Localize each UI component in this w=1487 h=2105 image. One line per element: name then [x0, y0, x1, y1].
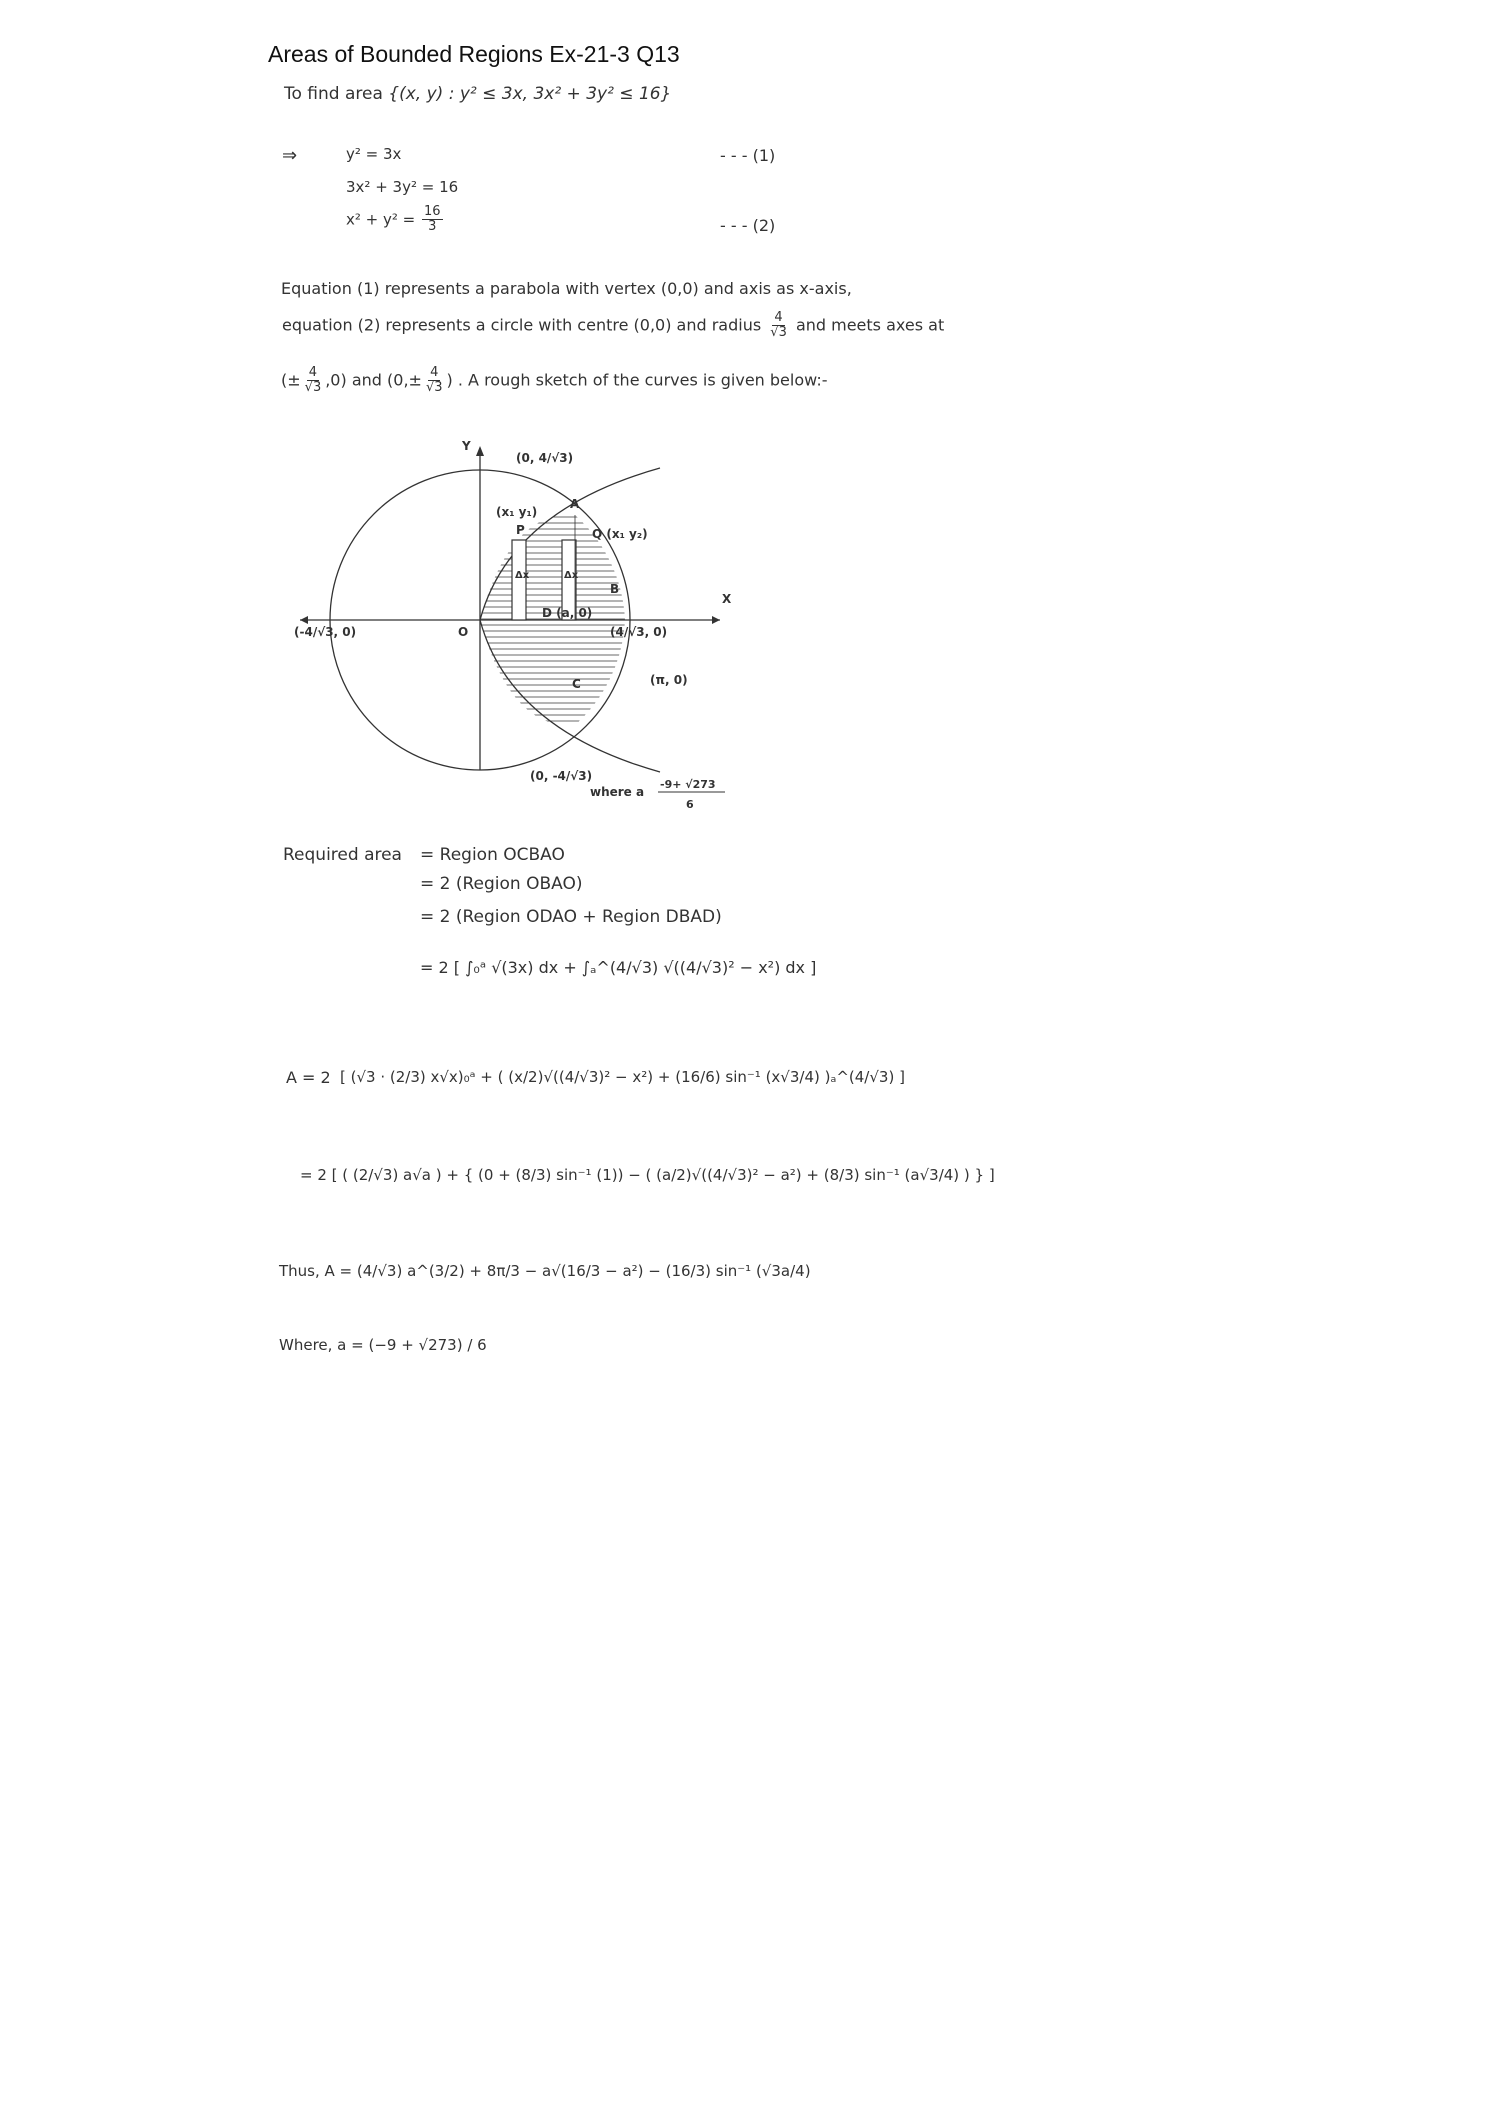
solution-line-3: = 2 (Region ODAO + Region DBAD): [420, 907, 722, 927]
intro-set: {(x, y) : y² ≤ 3x, 3x² + 3y² ≤ 16}: [388, 84, 672, 104]
label-left-point: (-4/√3, 0): [294, 625, 357, 639]
required-area-label: Required area: [283, 845, 402, 865]
solution-line-5: [ (√3 · (2/3) x√x)₀ᵃ + ( (x/2)√((4/√3)² − x²) + (16/6) sin⁻¹ (x√3/4) )ₐ^(4/√3) ]: [340, 1068, 905, 1086]
where-line: Where, a = (−9 + √273) / 6: [279, 1336, 487, 1354]
equation-tag-1: - - - (1): [720, 146, 776, 165]
label-x: X: [722, 592, 732, 606]
page-title: Areas of Bounded Regions Ex-21-3 Q13: [268, 41, 680, 67]
label-right-point: (4/√3, 0): [610, 625, 668, 639]
para-line-3: (± $\frac{4}{√3}$ ,0) and (0,± $\frac{4}{√3}$ ) . A rough sketch of the curves is given below:-: [281, 365, 828, 396]
radius-fraction: $\frac{4}{√3}$: [770, 310, 787, 341]
solution-line-4: = 2 [ ∫₀ᵃ √(3x) dx + ∫ₐ^(4/√3) √((4/√3)² − x²) dx ]: [420, 958, 817, 977]
implies-arrow: ⇒: [282, 145, 298, 166]
label-bottom-point: (0, -4/√3): [530, 769, 593, 783]
para-line-2: equation (2) represents a circle with centre (0,0) and radius $\frac{4}{√3}$ and meets axes at: [282, 310, 945, 341]
label-dx-1: Δx: [515, 570, 530, 581]
solution-line-1: = Region OCBAO: [420, 845, 565, 865]
label-q: Q (x₁ y₂): [592, 527, 648, 541]
label-b: B: [610, 582, 620, 596]
label-a: A: [570, 497, 580, 511]
equation-3-fraction: $\frac{16}{3}$: [424, 204, 441, 235]
para-line-1: Equation (1) represents a parabola with vertex (0,0) and axis as x-axis,: [281, 279, 852, 298]
equation-tag-2: - - - (2): [720, 216, 776, 235]
label-pi: (π, 0): [650, 673, 688, 687]
equation-2: 3x² + 3y² = 16: [346, 178, 459, 196]
where-numerator: -9+ √273: [660, 778, 716, 791]
thus-line: Thus, A = (4/√3) a^(3/2) + 8π/3 − a√(16/3 − a²) − (16/3) sin⁻¹ (√3a/4): [279, 1262, 811, 1280]
label-d: D (a, 0): [542, 606, 593, 620]
solution-line-5-label: A = 2: [286, 1068, 331, 1087]
label-y: Y: [462, 439, 471, 453]
intro-line: [284, 84, 671, 104]
equation-3: [346, 205, 445, 235]
solution-line-2: = 2 (Region OBAO): [420, 874, 583, 894]
where-label: where a: [590, 785, 645, 799]
intro-prefix: To find area: [284, 84, 383, 104]
label-x1y1: (x₁ y₁): [496, 505, 538, 519]
equation-1: y² = 3x: [346, 145, 402, 163]
label-c: C: [572, 677, 581, 691]
label-p: P: [516, 523, 525, 537]
label-top-point: (0, 4/√3): [516, 451, 574, 465]
curves-sketch: [280, 430, 760, 820]
equation-3-left: x² + y² =: [346, 210, 416, 229]
where-denominator: 6: [686, 798, 694, 811]
solution-line-6: = 2 [ ( (2/√3) a√a ) + { (0 + (8/3) sin⁻¹ (1)) − ( (a/2)√((4/√3)² − a²) + (8/3) sin⁻¹ (a√3/4) ) } ]: [300, 1166, 995, 1184]
label-origin: O: [458, 625, 469, 639]
label-dx-2: Δx: [564, 570, 579, 581]
